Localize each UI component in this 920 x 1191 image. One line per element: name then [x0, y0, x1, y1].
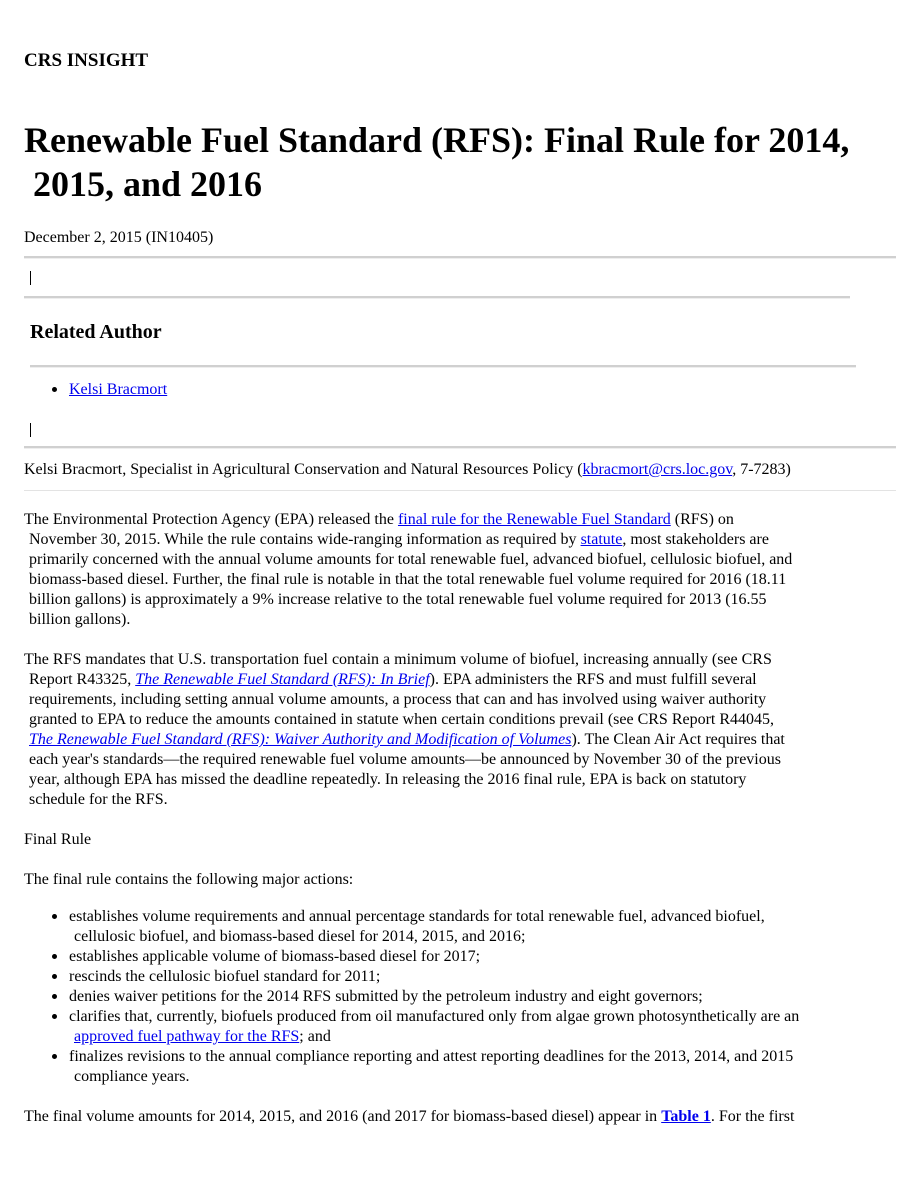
para-line: granted to EPA to reduce the amounts contained in statute when certain conditions prevail (see CRS Report R44045, — [29, 711, 775, 728]
para-line: billion gallons). — [29, 611, 131, 628]
section-heading: Final Rule — [24, 831, 92, 848]
para-line: biomass-based diesel. Further, the final rule is notable in that the total renewable fuel volume required for 2016 (18.11 — [29, 571, 787, 588]
divider — [24, 256, 896, 259]
para-line: The RFS mandates that U.S. transportation fuel contain a minimum volume of biofuel, increasing annually (see CRS — [24, 651, 772, 668]
report-type-label: CRS INSIGHT — [24, 50, 149, 71]
text: The Environmental Protection Agency (EPA) released the — [24, 511, 398, 528]
text: ). The Clean Air Act requires that — [571, 731, 785, 748]
author-byline — [24, 460, 791, 480]
bullet-dot — [52, 914, 57, 919]
para-line: requirements, including setting annual volume amounts, a process that can and has involved using waiver authority — [29, 691, 767, 708]
related-author-heading: Related Author — [30, 321, 162, 343]
rfs-in-brief-link[interactable]: The Renewable Fuel Standard (RFS): In Brief — [135, 671, 430, 688]
page-title-line2: 2015, and 2016 — [33, 164, 263, 204]
bullet-dot — [52, 954, 57, 959]
para-line: billion gallons) is approximately a 9% increase relative to the total renewable fuel volume required for 2013 (16.55 — [29, 591, 767, 608]
publication-date: December 2, 2015 (IN10405) — [24, 229, 214, 246]
text: . For the first — [710, 1108, 795, 1125]
para-line — [24, 510, 734, 530]
bullet-dot — [52, 1054, 57, 1059]
list-item: clarifies that, currently, biofuels produced from oil manufactured only from algae grown photosynthetically are an — [69, 1008, 800, 1025]
para-line: year, although EPA has missed the deadline repeatedly. In releasing the 2016 final rule, EPA is back on statutory — [29, 771, 747, 788]
bullet-dot — [52, 994, 57, 999]
intro-text: The final rule contains the following major actions: — [24, 871, 354, 888]
anchor-bar — [30, 423, 31, 437]
divider — [24, 490, 896, 491]
statute-link[interactable]: statute — [580, 531, 623, 548]
para-line: primarily concerned with the annual volume amounts for total renewable fuel, advanced biofuel, cellulosic biofuel, and — [29, 551, 793, 568]
list-item-cont — [74, 1027, 331, 1047]
bullet-dot — [52, 387, 57, 392]
divider — [24, 446, 896, 449]
approved-fuel-pathway-link[interactable]: approved fuel pathway for the RFS — [74, 1028, 300, 1045]
para-line: schedule for the RFS. — [29, 791, 168, 808]
text: The final volume amounts for 2014, 2015, and 2016 (and 2017 for biomass-based diesel) appear in — [24, 1108, 662, 1125]
para-line — [29, 730, 785, 750]
para-line: each year's standards—the required renewable fuel volume amounts—be announced by November 30 of the previous — [29, 751, 781, 768]
text: Report R43325, — [29, 671, 136, 688]
text: November 30, 2015. While the rule contains wide-ranging information as required by — [29, 531, 581, 548]
text: ). EPA administers the RFS and must fulfill several — [429, 671, 757, 688]
bullet-dot — [52, 974, 57, 979]
related-author-link[interactable]: Kelsi Bracmort — [69, 381, 168, 398]
divider — [30, 365, 856, 368]
list-item-cont: compliance years. — [74, 1068, 190, 1085]
list-item: establishes volume requirements and annual percentage standards for total renewable fuel, advanced biofuel, — [69, 908, 765, 925]
list-item: rescinds the cellulosic biofuel standard for 2011; — [69, 968, 381, 985]
list-item-cont: cellulosic biofuel, and biomass-based diesel for 2014, 2015, and 2016; — [74, 928, 526, 945]
table-1-link[interactable]: Table 1 — [661, 1108, 711, 1125]
list-item: establishes applicable volume of biomass-based diesel for 2017; — [69, 948, 481, 965]
divider — [24, 296, 850, 299]
author-email-link[interactable]: kbracmort@crs.loc.gov — [582, 461, 733, 478]
final-rule-link[interactable]: final rule for the Renewable Fuel Standard — [397, 511, 671, 528]
waiver-authority-link[interactable]: The Renewable Fuel Standard (RFS): Waiver Authority and Modification of Volumes — [29, 731, 572, 748]
text: , most stakeholders are — [622, 531, 769, 548]
para-line — [29, 530, 769, 550]
text: (RFS) on — [670, 511, 734, 528]
list-item: denies waiver petitions for the 2014 RFS submitted by the petroleum industry and eight governors; — [69, 988, 703, 1005]
byline-text: Kelsi Bracmort, Specialist in Agricultural Conservation and Natural Resources Policy ( — [24, 461, 583, 478]
list-item: finalizes revisions to the annual compliance reporting and attest reporting deadlines for the 2013, 2014, and 2015 — [69, 1048, 794, 1065]
anchor-bar — [30, 271, 31, 285]
text: ; and — [299, 1028, 331, 1045]
byline-phone: , 7-7283) — [732, 461, 791, 478]
bullet-dot — [52, 1014, 57, 1019]
para-line — [29, 670, 757, 690]
page-title: Renewable Fuel Standard (RFS): Final Rule for 2014, — [24, 120, 850, 160]
closing-paragraph — [24, 1107, 794, 1127]
